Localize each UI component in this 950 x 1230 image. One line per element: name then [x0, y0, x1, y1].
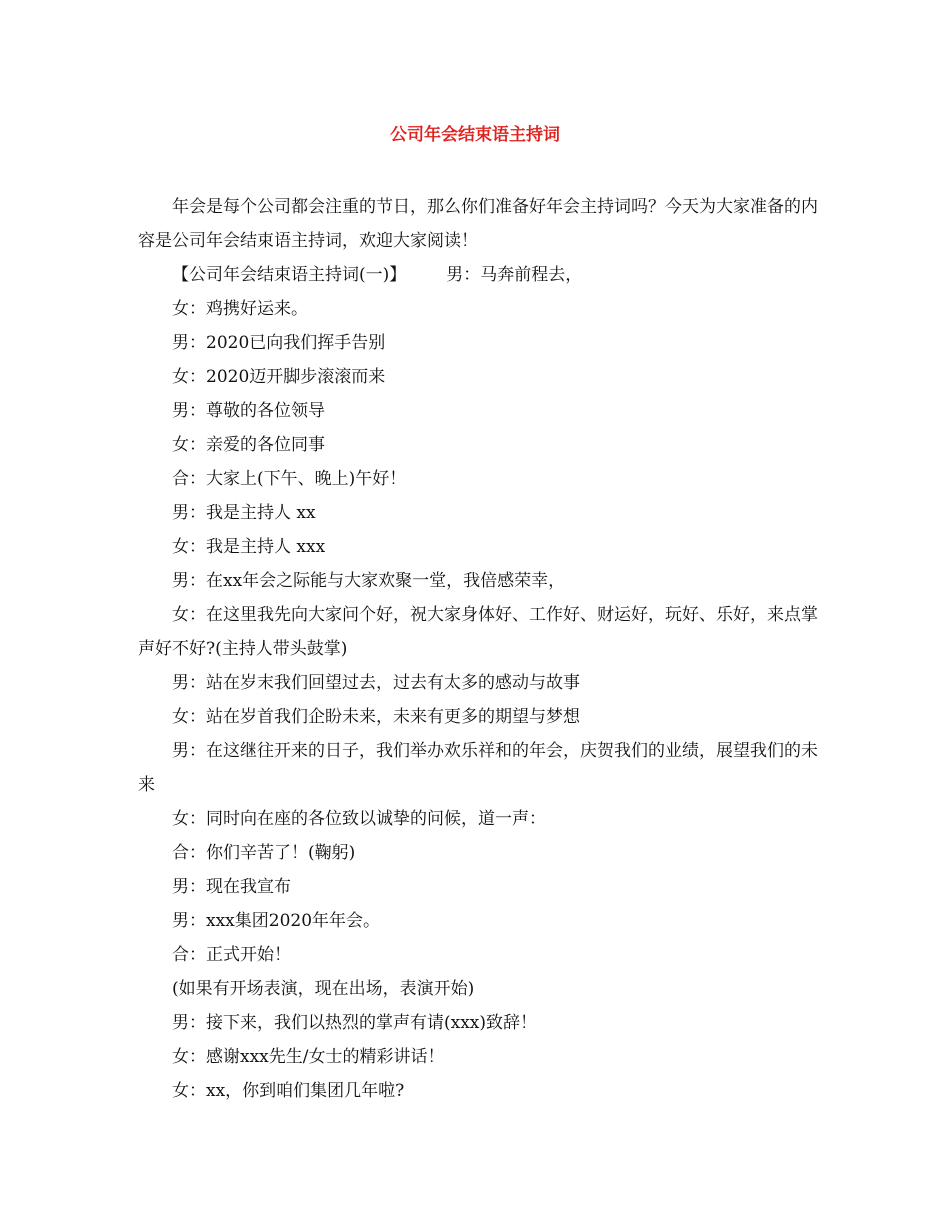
dialogue-line: 男：接下来，我们以热烈的掌声有请(xxx)致辞！ [172, 1013, 538, 1033]
document-title: 公司年会结束语主持词 [390, 125, 560, 145]
section-heading: 【公司年会结束语主持词(一)】 [172, 265, 407, 285]
dialogue-line: 女：在这里我先向大家问个好，祝大家身体好、工作好、财运好，玩好、乐好，来点掌声好不好?(主持人带头鼓掌) [138, 605, 818, 659]
dialogue-line: 女：xx，你到咱们集团几年啦? [172, 1081, 405, 1101]
dialogue-line: (如果有开场表演，现在出场，表演开始) [172, 979, 475, 999]
dialogue-line: 男：站在岁末我们回望过去，过去有太多的感动与故事 [172, 673, 580, 693]
dialogue-line: 男：2020已向我们挥手告别 [172, 333, 386, 353]
dialogue-line: 女：我是主持人 xxx [172, 537, 326, 557]
dialogue-line: 女：感谢xxx先生/女士的精彩讲话！ [172, 1047, 445, 1067]
dialogue-line: 男：现在我宣布 [172, 877, 291, 897]
dialogue-line: 女：站在岁首我们企盼未来，未来有更多的期望与梦想 [172, 707, 580, 727]
dialogue-line: 男：在xx年会之际能与大家欢聚一堂，我倍感荣幸， [172, 571, 566, 591]
intro-paragraph: 年会是每个公司都会注重的节日，那么你们准备好年会主持词吗？今天为大家准备的内容是公司年会结束语主持词，欢迎大家阅读！ [138, 197, 818, 251]
dialogue-line: 女：同时向在座的各位致以诚挚的问候，道一声： [172, 809, 546, 829]
dialogue-line: 男：我是主持人 xx [172, 503, 316, 523]
dialogue-line: 男：xxx集团2020年年会。 [172, 911, 381, 931]
dialogue-line: 合：正式开始！ [172, 945, 291, 965]
dialogue-line: 女：鸡携好运来。 [172, 299, 308, 319]
document-body [138, 190, 828, 1108]
dialogue-line: 合：你们辛苦了！(鞠躬) [172, 843, 356, 863]
dialogue-line: 女：亲爱的各位同事 [172, 435, 325, 455]
dialogue-line: 女：2020迈开脚步滚滚而来 [172, 367, 386, 387]
section-heading-line [138, 258, 828, 292]
section-first-line: 男：马奔前程去， [446, 265, 583, 285]
dialogue-line: 男：尊敬的各位领导 [172, 401, 325, 421]
dialogue-line: 男：在这继往开来的日子，我们举办欢乐祥和的年会，庆贺我们的业绩，展望我们的未来 [138, 741, 818, 795]
dialogue-line: 合：大家上(下午、晚上)午好！ [172, 469, 407, 489]
